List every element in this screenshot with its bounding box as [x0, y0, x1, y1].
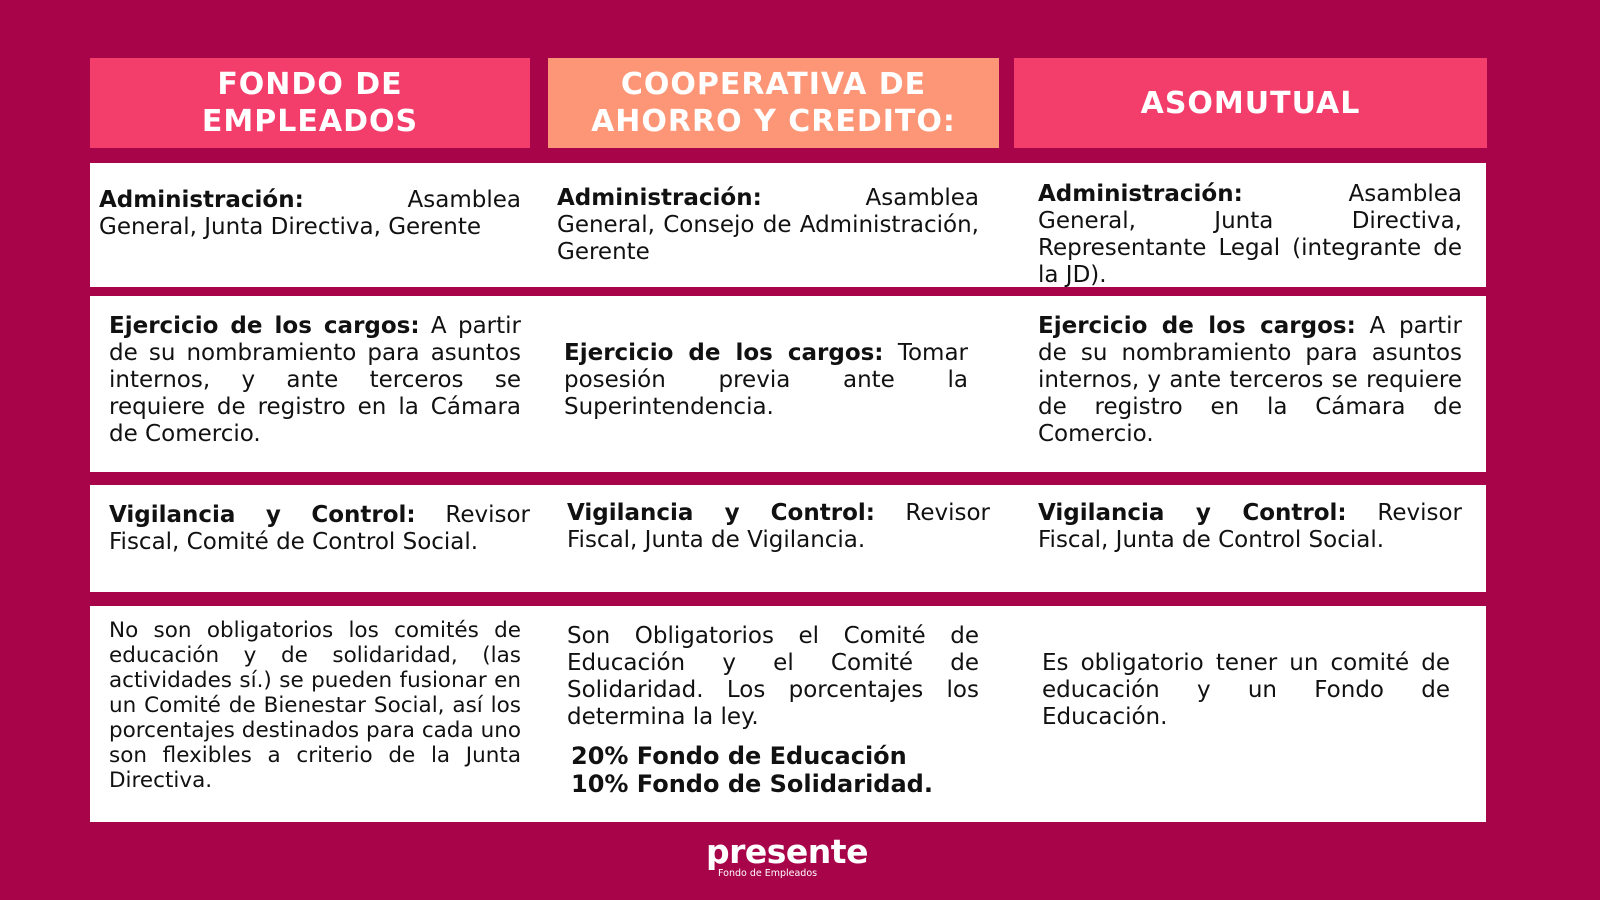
cell-comites-asomutual: [1042, 650, 1450, 731]
row-comites: [90, 606, 1486, 822]
row-ejercicio-cargos: [90, 296, 1486, 472]
cell-admin-cooperativa: [557, 185, 979, 266]
cell-admin-fondo: [99, 187, 521, 241]
header-line: FONDO DE: [217, 67, 403, 102]
header-line: ASOMUTUAL: [1140, 85, 1361, 121]
header-cooperativa: [548, 58, 999, 148]
logo-brand: presente: [706, 832, 868, 871]
cell-comites-fondo: [109, 618, 521, 793]
cell-vigilancia-asomutual: [1038, 500, 1462, 554]
cell-label: Vigilancia y Control:: [567, 500, 875, 526]
cell-vigilancia-fondo: [109, 502, 530, 556]
header-asomutual: [1014, 58, 1487, 148]
cell-label: Ejercicio de los cargos:: [1038, 313, 1356, 339]
cell-text: Tomar posesión previa ante la Superintendencia.: [564, 340, 969, 420]
cell-label: Ejercicio de los cargos:: [109, 313, 420, 339]
pct-fondo-educacion: 20% Fondo de Educación: [571, 742, 907, 770]
cell-comites-cooperativa: [567, 623, 979, 731]
cell-label: Administración:: [1038, 181, 1243, 207]
cell-vigilancia-cooperativa: [567, 500, 990, 554]
header-line: AHORRO Y CREDITO:: [591, 104, 956, 139]
presente-logo: [706, 832, 868, 879]
header-fondo-de-empleados: [90, 58, 530, 148]
cell-text: A partir de su nombramiento para asuntos internos, y ante terceros se requiere de registro en la Cámara de Comercio.: [1038, 313, 1463, 447]
cell-label: Vigilancia y Control:: [109, 502, 416, 528]
cell-label: Administración:: [557, 185, 762, 211]
logo-subtitle: Fondo de Empleados: [718, 868, 818, 879]
cell-text: Asamblea General, Junta Directiva, Representante Legal (integrante de la JD).: [1038, 181, 1462, 288]
cell-ejercicio-asomutual: [1038, 313, 1462, 448]
cell-text: No son obligatorios los comités de educación y de solidaridad, (las actividades sí.) se pueden fusionar en un Comité de Bienestar Social, así los porcentajes destinados para cada uno son flexibles a criterio de la Junta Directiva.: [109, 618, 521, 793]
row-administracion: [90, 163, 1486, 287]
cell-text: Es obligatorio tener un comité de educación y un Fondo de Educación.: [1042, 650, 1450, 730]
cell-text: Asamblea General, Consejo de Administración, Gerente: [557, 185, 979, 265]
header-line: COOPERATIVA DE: [620, 67, 927, 102]
cell-text: Son Obligatorios el Comité de Educación y el Comité de Solidaridad. Los porcentajes los determina la ley.: [567, 623, 979, 730]
pct-fondo-solidaridad: 10% Fondo de Solidaridad.: [571, 770, 933, 798]
cell-label: Administración:: [99, 187, 304, 213]
cell-text: A partir de su nombramiento para asuntos internos, y ante terceros se requiere de registro en la Cámara de Comercio.: [109, 313, 522, 447]
cell-text: Revisor Fiscal, Comité de Control Social.: [109, 502, 530, 555]
cell-ejercicio-fondo: [109, 313, 521, 448]
cell-text: Revisor Fiscal, Junta de Control Social.: [1038, 500, 1462, 553]
cell-label: Ejercicio de los cargos:: [564, 340, 884, 366]
cell-label: Vigilancia y Control:: [1038, 500, 1347, 526]
cell-admin-asomutual: [1038, 181, 1462, 289]
header-line: EMPLEADOS: [201, 104, 419, 139]
row-vigilancia-control: [90, 485, 1486, 592]
cell-text: Revisor Fiscal, Junta de Vigilancia.: [567, 500, 991, 553]
cell-ejercicio-cooperativa: [564, 340, 968, 421]
cell-text: Asamblea General, Junta Directiva, Gerente: [99, 187, 521, 240]
